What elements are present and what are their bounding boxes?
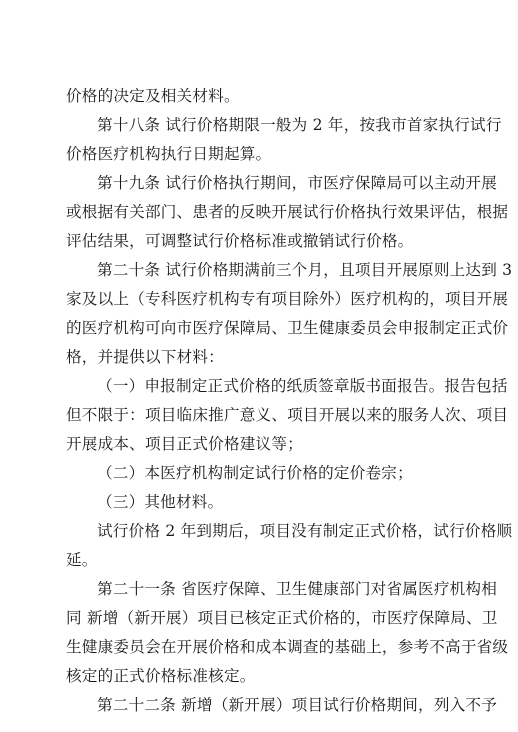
text-line: 但不限于：项目临床推广意义、项目开展以来的服务人次、项目 bbox=[66, 406, 509, 424]
text-line: 的医疗机构可向市医疗保障局、卫生健康委员会申报制定正式价 bbox=[66, 319, 509, 337]
text-line: 格，并提供以下材料： bbox=[66, 348, 224, 366]
text-line: 核定的正式价格标准核定。 bbox=[66, 667, 256, 685]
article-18-heading-line: 第十八条 试行价格期限一般为 2 年，按我市首家执行试行 bbox=[97, 116, 502, 134]
text-line: 价格的决定及相关材料。 bbox=[66, 87, 240, 105]
list-item-2-line: （二）本医疗机构制定试行价格的定价卷宗； bbox=[97, 464, 413, 482]
article-19-heading-line: 第十九条 试行价格执行期间，市医疗保障局可以主动开展 bbox=[97, 174, 498, 192]
article-22-heading-line: 第二十二条 新增（新开展）项目试行价格期间，列入不予 bbox=[97, 696, 498, 714]
text-line: 试行价格 2 年到期后，项目没有制定正式价格，试行价格顺 bbox=[97, 522, 513, 540]
article-20-heading-line: 第二十条 试行价格期满前三个月，且项目开展原则上达到 3 bbox=[97, 261, 513, 279]
list-item-3-line: （三）其他材料。 bbox=[97, 493, 224, 511]
list-item-1-line: （一）申报制定正式价格的纸质签章版书面报告。报告包括 bbox=[97, 377, 508, 395]
text-line: 延。 bbox=[66, 551, 98, 569]
text-line: 生健康委员会在开展价格和成本调查的基础上，参考不高于省级 bbox=[66, 638, 509, 656]
article-21-heading-line: 第二十一条 省医疗保障、卫生健康部门对省属医疗机构相 bbox=[97, 580, 498, 598]
text-line: 同 新增（新开展）项目已核定正式价格的，市医疗保障局、卫 bbox=[66, 609, 498, 627]
text-line: 家及以上（专科医疗机构专有项目除外）医疗机构的，项目开展 bbox=[66, 290, 509, 308]
text-line: 价格医疗机构执行日期起算。 bbox=[66, 145, 272, 163]
text-line: 评估结果，可调整试行价格标准或撤销试行价格。 bbox=[66, 232, 414, 250]
text-line: 或根据有关部门、患者的反映开展试行价格执行效果评估，根据 bbox=[66, 203, 509, 221]
text-line: 开展成本、项目正式价格建议等； bbox=[66, 435, 303, 453]
